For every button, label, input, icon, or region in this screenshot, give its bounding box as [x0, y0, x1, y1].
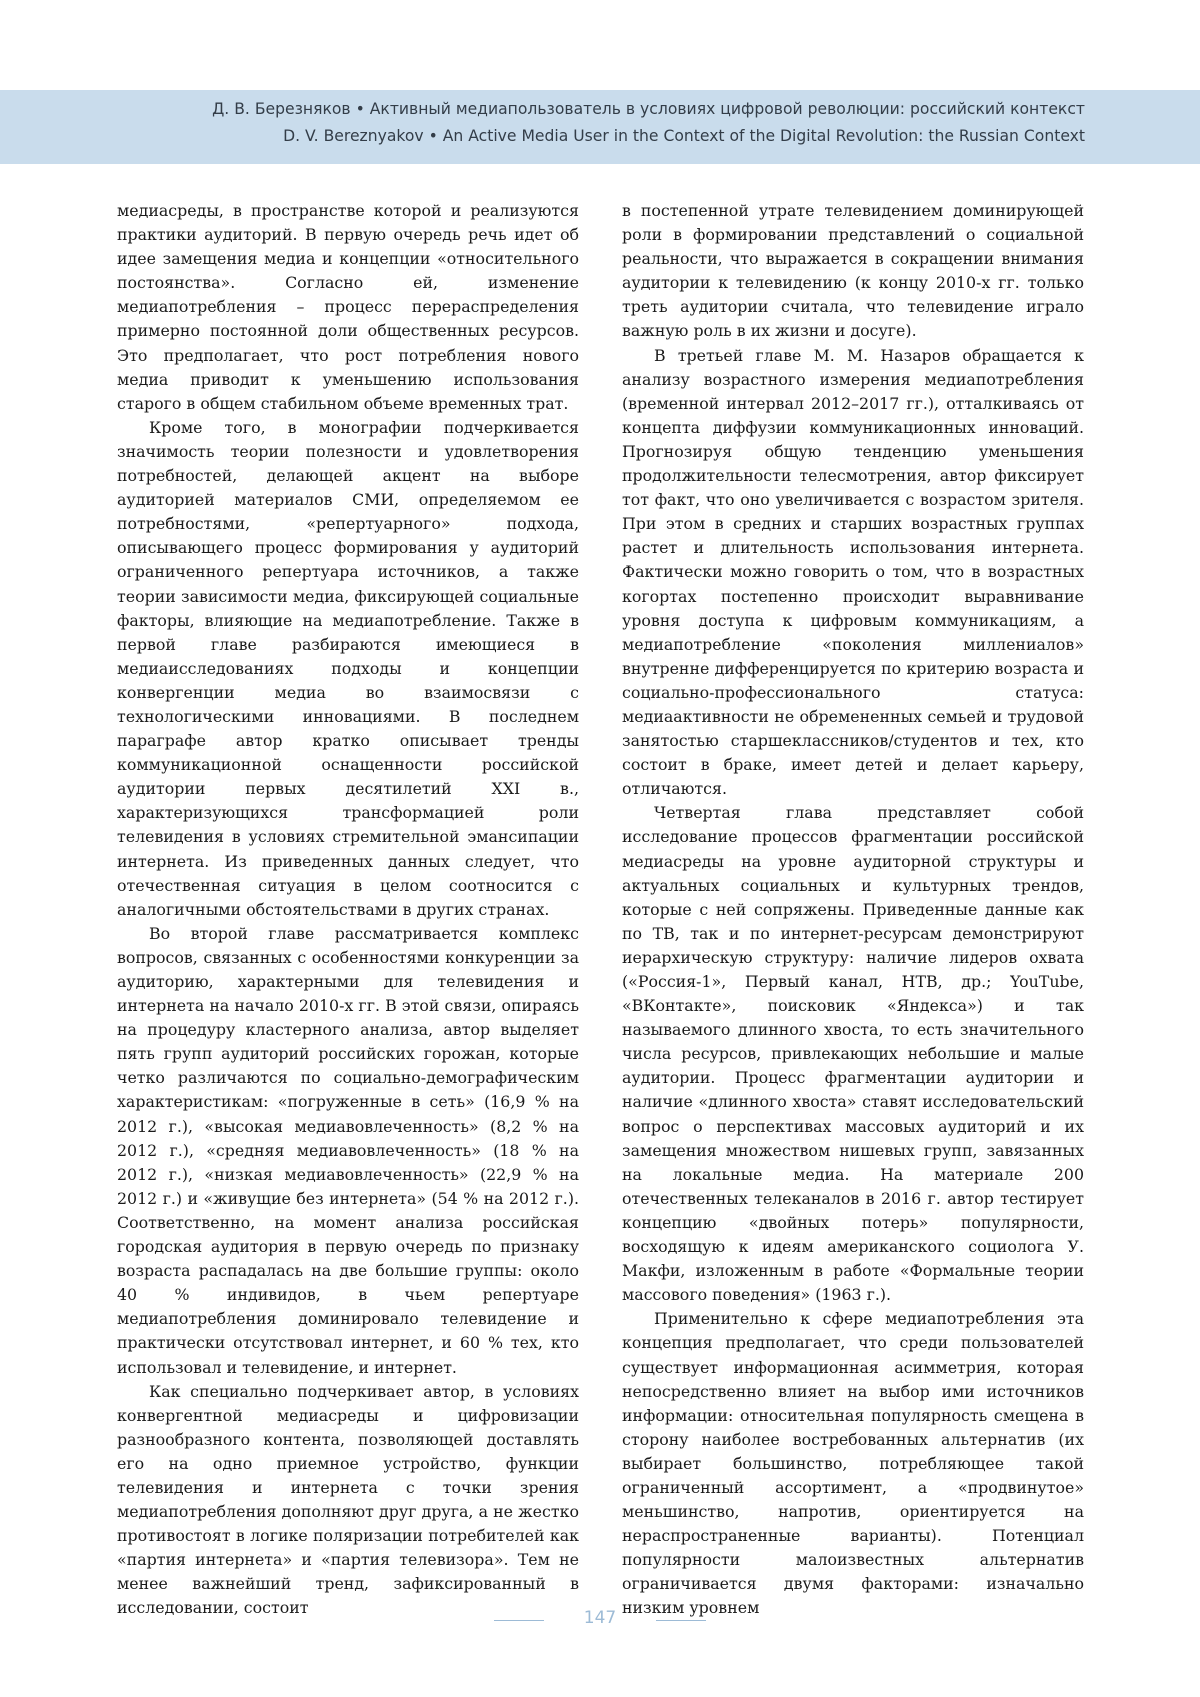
- header-title-english: D. V. Bereznyakov • An Active Media User in the Context of the Digital Revolution: the Russian Context: [283, 127, 1085, 145]
- body-paragraph: Применительно к сфере медиапотребления эта концепция предполагает, что среди пользователей существует информационная асимметрия, которая непосредственно влияет на выбор ими источников информации: относительная популярность смещена в сторону наиболее востребованных альтернатив (их выбирает большинство, потребляющее такой ограниченный ассортимент, а «продвинутое» меньшинство, напротив, ориентируется на нераспространенные варианты). Потенциал популярности малоизвестных альтернатив ограничивается двумя факторами: изначально низким уровнем: [622, 1309, 1084, 1618]
- header-title-russian: Д. В. Березняков • Активный медиапользователь в условиях цифровой революции: российский контекст: [212, 100, 1085, 118]
- left-column: [117, 199, 579, 1621]
- body-paragraph: Кроме того, в монографии подчеркивается значимость теории полезности и удовлетворения потребностей, делающей акцент на выборе аудиторией материалов СМИ, определяемом ее потребностями, «репертуарного» подхода, описывающего процесс формирования у аудиторий ограниченного репертуара источников, а также теории зависимости медиа, фиксирующей социальные факторы, влияющие на медиапотребление. Также в первой главе разбираются имеющиеся в медиаисследованиях подходы и концепции конвергенции медиа во взаимосвязи с технологическими инновациями. В последнем параграфе автор кратко описывает тренды коммуникационной оснащенности российской аудитории первых десятилетий XXI в., характеризующихся трансформацией роли телевидения в условиях стремительной эмансипации интернета. Из приведенных данных следует, что отечественная ситуация в целом соотносится с аналогичными обстоятельствами в других странах.: [117, 417, 579, 919]
- body-paragraph: в постепенной утрате телевидением доминирующей роли в формировании представлений о социальной реальности, что выражается в сокращении внимания аудитории к телевидению (к концу 2010-х гг. только треть аудитории считала, что телевидение играло важную роль в их жизни и досуге).: [622, 201, 1084, 341]
- running-header: [0, 90, 1200, 164]
- page-number: 147: [583, 1608, 617, 1628]
- body-paragraph: В третьей главе М. М. Назаров обращается к анализу возрастного измерения медиапотребления (временной интервал 2012–2017 гг.), отталкиваясь от концепта диффузии коммуникационных инноваций. Прогнозируя общую тенденцию уменьшения продолжительности телесмотрения, автор фиксирует тот факт, что оно увеличивается с возрастом зрителя. При этом в средних и старших возрастных группах растет и длительность использования интернета. Фактически можно говорить о том, что в возрастных когортах постепенно происходит выравнивание уровня доступа к цифровым коммуникациям, а медиапотребление «поколения миллениалов» внутренне дифференцируется по критерию возраста и социально-профессионального статуса: медиаактивности не обремененных семьей и трудовой занятостью старшеклассников/студентов и тех, кто состоит в браке, имеет детей и делает карьеру, отличаются.: [622, 345, 1084, 799]
- body-paragraph: Как специально подчеркивает автор, в условиях конвергентной медиасреды и цифровизации разнообразного контента, позволяющей доставлять его на одно приемное устройство, функции телевидения и интернета с точки зрения медиапотребления дополняют друг друга, а не жестко противостоят в логике поляризации потребителей как «партия интернета» и «партия телевизора». Тем не менее важнейший тренд, зафиксированный в исследовании, состоит: [117, 1381, 579, 1618]
- body-paragraph: медиасреды, в пространстве которой и реализуются практики аудиторий. В первую очередь речь идет об идее замещения медиа и концепции «относительного постоянства». Согласно ей, изменение медиапотребления – процесс перераспределения примерно постоянной доли общественных ресурсов. Это предполагает, что рост потребления нового медиа приводит к уменьшению использования старого в общем стабильном объеме временных трат.: [117, 201, 579, 413]
- right-column: [622, 199, 1084, 1621]
- page-footer: [0, 1606, 1200, 1636]
- footer-rule-right: [656, 1620, 706, 1621]
- body-paragraph: Во второй главе рассматривается комплекс вопросов, связанных с особенностями конкуренции за аудиторию, характерными для телевидения и интернета на начало 2010-х гг. В этой связи, опираясь на процедуру кластерного анализа, автор выделяет пять групп аудиторий российских горожан, которые четко различаются по социально-демографическим характеристикам: «погруженные в сеть» (16,9 % на 2012 г.), «высокая медиавовлеченность» (8,2 % на 2012 г.), «средняя медиавовлеченность» (18 % на 2012 г.), «низкая медиавовлеченность» (22,9 % на 2012 г.) и «живущие без интернета» (54 % на 2012 г.). Соответственно, на момент анализа российская городская аудитория в первую очередь по признаку возраста распадалась на две большие группы: около 40 % индивидов, в чьем репертуаре медиапотребления доминировало телевидение и практически отсутствовал интернет, и 60 % тех, кто использовал и телевидение, и интернет.: [117, 923, 579, 1377]
- body-paragraph: Четвертая глава представляет собой исследование процессов фрагментации российской медиасреды на уровне аудиторной структуры и актуальных социальных и культурных трендов, которые с ней сопряжены. Приведенные данные как по ТВ, так и по интернет-ресурсам демонстрируют иерархическую структуру: наличие лидеров охвата («Россия-1», Первый канал, НТВ, др.; YouTube, «ВКонтакте», поисковик «Яндекса») и так называемого длинного хвоста, то есть значительного числа ресурсов, привлекающих небольшие и малые аудитории. Процесс фрагментации аудитории и наличие «длинного хвоста» ставят исследовательский вопрос о перспективах массовых аудиторий и их замещения множеством нишевых групп, завязанных на локальные медиа. На материале 200 отечественных телеканалов в 2016 г. автор тестирует концепцию «двойных потерь» популярности, восходящую к идеям американского социолога У. Макфи, изложенным в работе «Формальные теории массового поведения» (1963 г.).: [622, 803, 1084, 1305]
